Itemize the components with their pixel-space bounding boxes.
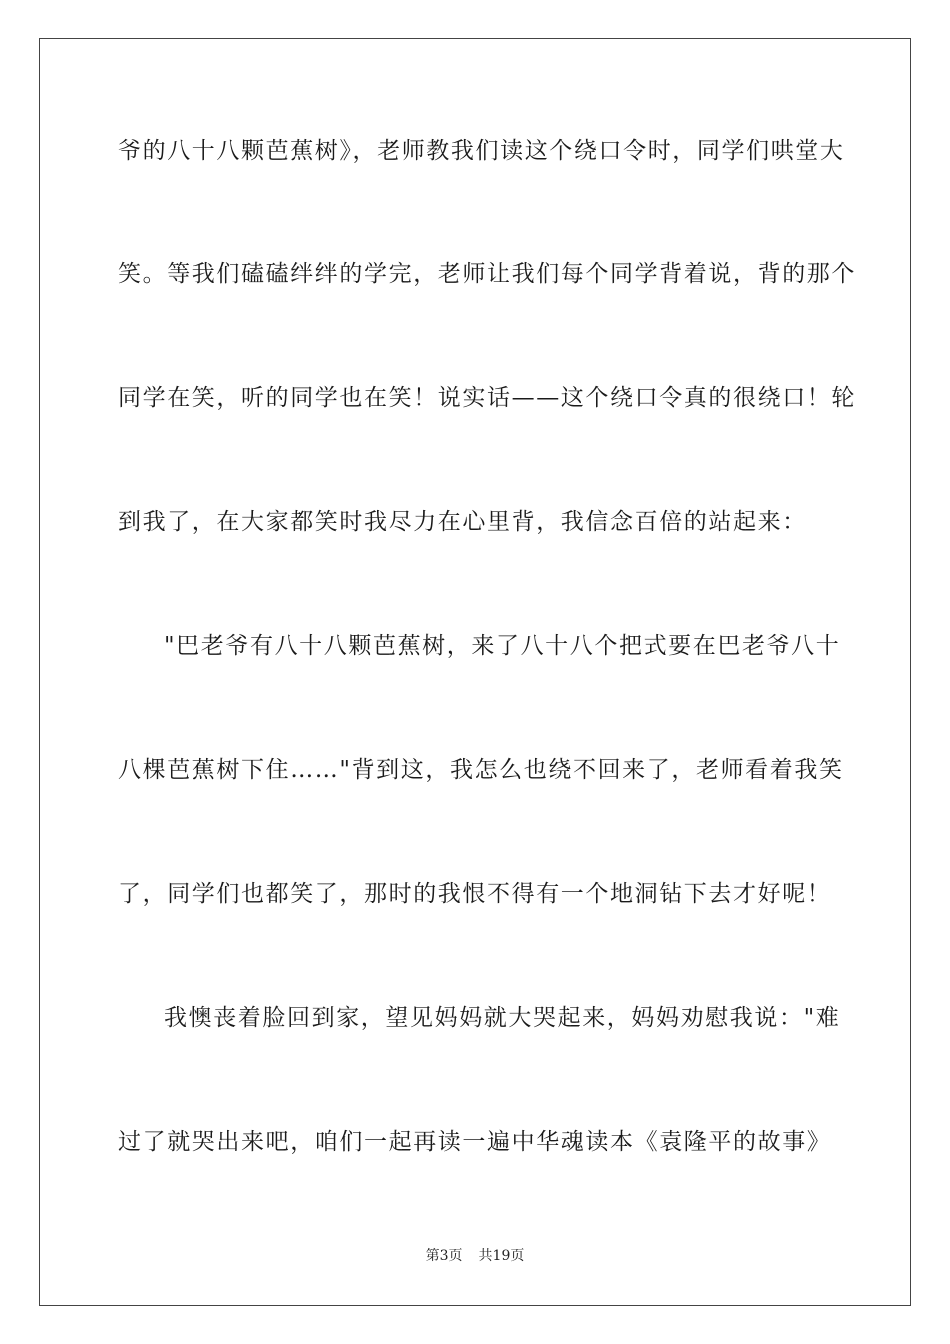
paragraph-start-line: 我懊丧着脸回到家，望见妈妈就大哭起来，妈妈劝慰我说："难	[164, 1005, 841, 1031]
body-text-line: 同学在笑，听的同学也在笑！说实话——这个绕口令真的很绕口！轮	[118, 385, 856, 411]
page-footer	[0, 1246, 950, 1266]
body-text-line: 爷的八十八颗芭蕉树》，老师教我们读这个绕口令时，同学们哄堂大	[118, 138, 845, 164]
body-text-line: 过了就哭出来吧，咱们一起再读一遍中华魂读本《袁隆平的故事》	[118, 1129, 832, 1155]
body-text-line: 了，同学们也都笑了，那时的我恨不得有一个地洞钻下去才好呢！	[118, 881, 832, 907]
body-text-line: 到我了，在大家都笑时我尽力在心里背，我信念百倍的站起来：	[118, 509, 807, 535]
body-text-line: 八棵芭蕉树下住……"背到这，我怎么也绕不回来了，老师看着我笑	[118, 757, 844, 783]
paragraph-start-line: "巴老爷有八十八颗芭蕉树，来了八十八个把式要在巴老爷八十	[164, 633, 841, 659]
body-text-line: 笑。等我们磕磕绊绊的学完，老师让我们每个同学背着说，背的那个	[118, 261, 856, 287]
page-total: 共19页	[478, 1248, 525, 1264]
page-border	[39, 38, 911, 1306]
page-number: 第3页	[425, 1248, 463, 1264]
